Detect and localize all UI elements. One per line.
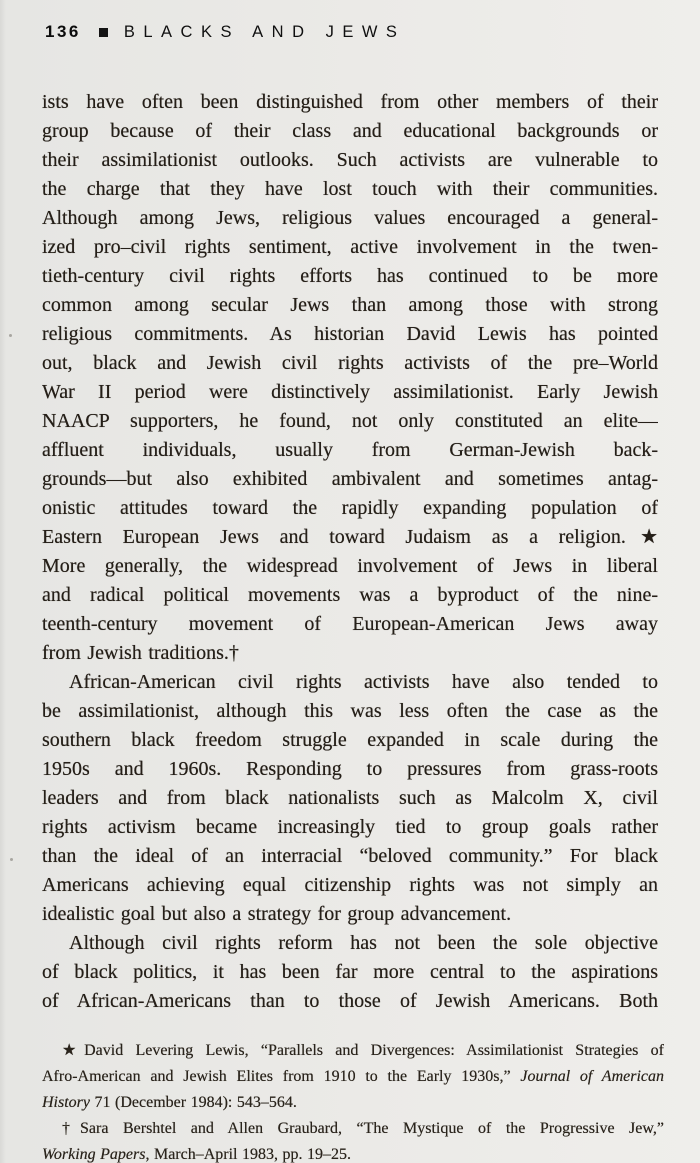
- text-line: grounds—but also exhibited ambivalent and sometimes antag-: [42, 468, 658, 490]
- paragraph: [42, 88, 658, 668]
- scan-speck: [47, 706, 50, 711]
- footnote-text: 71 (December 1984): 543–564.: [90, 1094, 297, 1111]
- text-line: of African-Americans than to those of Jewish Americans. Both: [42, 990, 658, 1012]
- paragraph: [42, 668, 658, 929]
- footnote-italic-text: Working Papers: [42, 1146, 146, 1163]
- text-line: 1950s and 1960s. Responding to pressures from grass-roots: [42, 758, 658, 780]
- text-line: African-American civil rights activists have also tended to: [69, 671, 658, 693]
- footnote-italic-text: Journal of American: [520, 1068, 664, 1085]
- text-line: War II period were distinctively assimilationist. Early Jewish: [42, 381, 658, 403]
- text-line: More generally, the widespread involvement of Jews in liberal: [42, 555, 658, 577]
- text-line: than the ideal of an interracial “beloved community.” For black: [42, 845, 658, 867]
- text-line: Although among Jews, religious values encouraged a general-: [42, 207, 658, 229]
- footnote-text: †Sara Bershtel and Allen Graubard, “The Mystique of the Progressive Jew,”: [62, 1120, 664, 1137]
- footnote-italic-text: History: [42, 1094, 90, 1111]
- text-line: of black politics, it has been far more central to the aspirations: [42, 961, 658, 983]
- text-line: ists have often been distinguished from other members of their: [42, 91, 658, 113]
- footnote-line: [42, 1090, 664, 1116]
- text-line: from Jewish traditions.†: [42, 642, 239, 664]
- footnote-line: [42, 1142, 664, 1163]
- text-line: southern black freedom struggle expanded in scale during the: [42, 729, 658, 751]
- footnote-line: [42, 1116, 664, 1142]
- text-line: common among secular Jews than among those with strong: [42, 294, 658, 316]
- text-line: NAACP supporters, he found, not only constituted an elite—: [42, 410, 658, 432]
- text-line: be assimilationist, although this was less often the case as the: [42, 700, 658, 722]
- text-line: their assimilationist outlooks. Such activists are vulnerable to: [42, 149, 658, 171]
- footnote: [42, 1038, 664, 1116]
- footnote-line: [42, 1064, 664, 1090]
- text-line: Although civil rights reform has not been the sole objective: [69, 932, 658, 954]
- footnote-text: , March–April 1983, pp. 19–25.: [145, 1146, 351, 1163]
- text-line: leaders and from black nationalists such as Malcolm X, civil: [42, 787, 658, 809]
- paragraph: [42, 929, 658, 1016]
- text-line: out, black and Jewish civil rights activists of the pre–World: [42, 352, 658, 374]
- text-line: onistic attitudes toward the rapidly expanding population of: [42, 497, 658, 519]
- text-line: Eastern European Jews and toward Judaism as a religion.★: [42, 526, 658, 548]
- scan-speck: [10, 858, 13, 861]
- footnote-text: Afro-American and Jewish Elites from 1910 to the Early 1930s,”: [42, 1068, 521, 1085]
- text-line: religious commitments. As historian David Lewis has pointed: [42, 323, 658, 345]
- text-line: rights activism became increasingly tied to group goals rather: [42, 816, 658, 838]
- footnote-text: ★David Levering Lewis, “Parallels and Divergences: Assimilationist Strategies of: [62, 1042, 664, 1059]
- text-line: the charge that they have lost touch with their communities.: [42, 178, 658, 200]
- text-line: Americans achieving equal citizenship rights was not simply an: [42, 874, 658, 896]
- text-line: teenth-century movement of European-American Jews away: [42, 613, 658, 635]
- text-line: and radical political movements was a byproduct of the nine-: [42, 584, 658, 606]
- running-header-title: BLACKS AND JEWS: [123, 22, 406, 41]
- text-line: ized pro–civil rights sentiment, active involvement in the twen-: [42, 236, 658, 258]
- footnote-line: [42, 1038, 664, 1064]
- page-number: 136: [45, 22, 81, 41]
- text-line: tieth-century civil rights efforts has continued to be more: [42, 265, 658, 287]
- square-bullet-icon: [99, 28, 108, 37]
- text-line: idealistic goal but also a strategy for group advancement.: [42, 903, 512, 925]
- footnote-section: [42, 1038, 664, 1163]
- body-text: [42, 88, 658, 1016]
- text-line: group because of their class and educational backgrounds or: [42, 120, 658, 142]
- scan-speck: [9, 334, 12, 337]
- text-line: affluent individuals, usually from German-Jewish back-: [42, 439, 658, 461]
- footnote: [42, 1116, 664, 1163]
- running-header: [45, 22, 405, 42]
